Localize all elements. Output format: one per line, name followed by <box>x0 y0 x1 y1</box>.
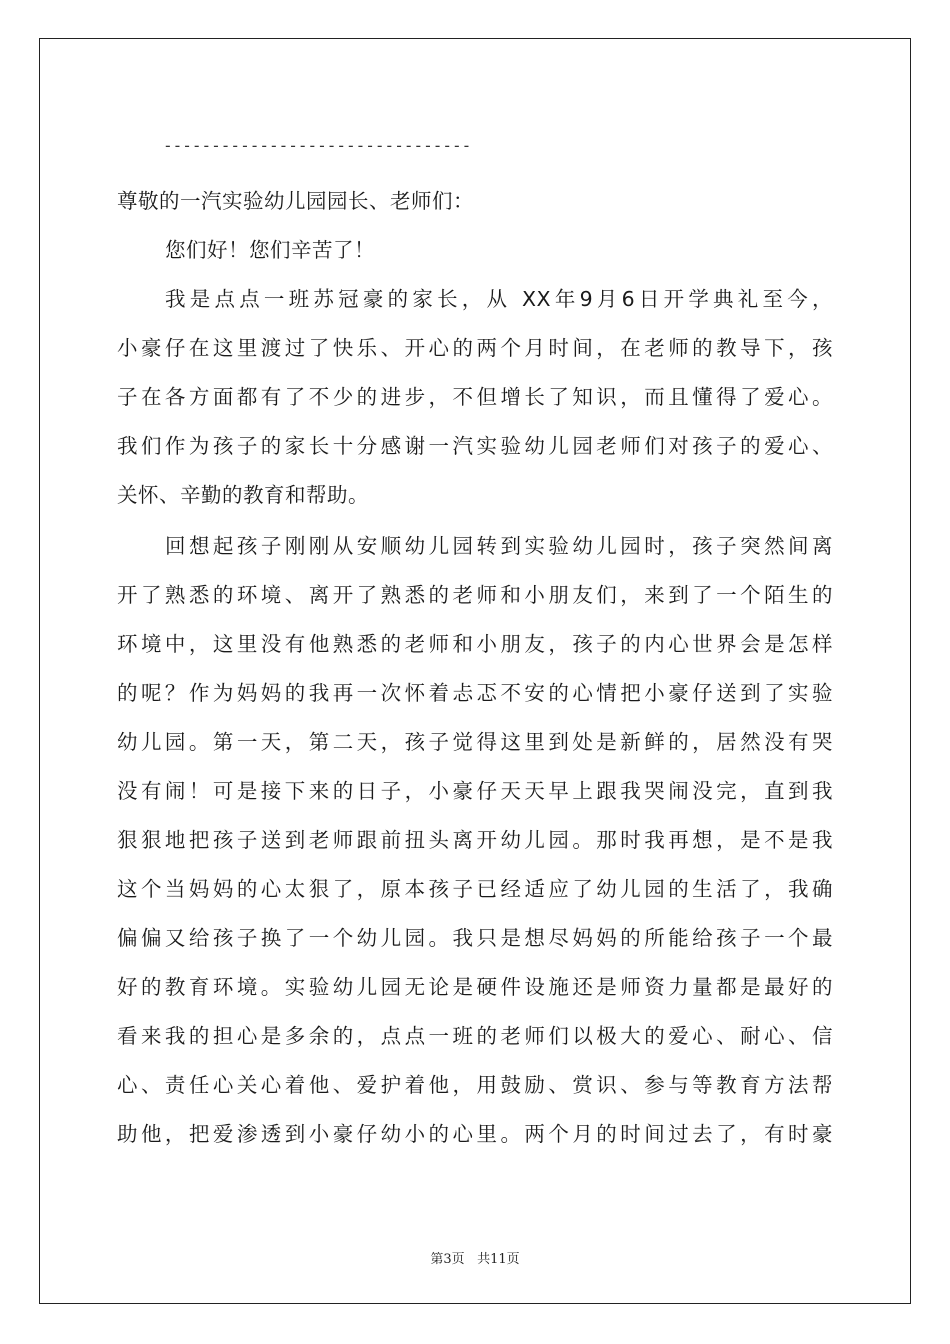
paragraph-line: 环境中，这里没有他熟悉的老师和小朋友，孩子的内心世界会是怎样 <box>117 632 833 656</box>
paragraph-line: 小豪仔在这里渡过了快乐、开心的两个月时间，在老师的教导下，孩 <box>117 336 833 360</box>
page-frame <box>39 38 911 1304</box>
paragraph-line: 这个当妈妈的心太狠了，原本孩子已经适应了幼儿园的生活了，我确 <box>117 877 833 901</box>
paragraph-line: 子在各方面都有了不少的进步，不但增长了知识，而且懂得了爱心。 <box>117 385 833 409</box>
paragraph-line: 看来我的担心是多余的，点点一班的老师们以极大的爱心、耐心、信 <box>117 1024 833 1048</box>
paragraph-line: 回想起孩子刚刚从安顺幼儿园转到实验幼儿园时，孩子突然间离 <box>165 534 833 558</box>
paragraph-line: 开了熟悉的环境、离开了熟悉的老师和小朋友们，来到了一个陌生的 <box>117 583 833 607</box>
paragraph-line: 好的教育环境。实验幼儿园无论是硬件设施还是师资力量都是最好的 <box>117 975 833 999</box>
top-separator-line: -------------------------------- <box>163 136 472 155</box>
salutation: 尊敬的一汽实验幼儿园园长、老师们： <box>117 189 474 213</box>
page-total: 共11页 <box>477 1252 520 1267</box>
paragraph-line: 狠狠地把孩子送到老师跟前扭头离开幼儿园。那时我再想，是不是我 <box>117 828 833 852</box>
paragraph-line: 助他，把爱渗透到小豪仔幼小的心里。两个月的时间过去了，有时豪 <box>117 1122 833 1146</box>
page-footer <box>0 1248 950 1267</box>
paragraph-line: 的呢？作为妈妈的我再一次怀着忐忑不安的心情把小豪仔送到了实验 <box>117 681 833 705</box>
paragraph-line: 心、责任心关心着他、爱护着他，用鼓励、赏识、参与等教育方法帮 <box>117 1073 833 1097</box>
paragraph-line: 没有闹！可是接下来的日子，小豪仔天天早上跟我哭闹没完，直到我 <box>117 779 833 803</box>
paragraph-line: 我们作为孩子的家长十分感谢一汽实验幼儿园老师们对孩子的爱心、 <box>117 434 833 458</box>
paragraph-line: 偏偏又给孩子换了一个幼儿园。我只是想尽妈妈的所能给孩子一个最 <box>117 926 833 950</box>
paragraph-line: 幼儿园。第一天，第二天，孩子觉得这里到处是新鲜的，居然没有哭 <box>117 730 833 754</box>
greeting-line: 您们好！您们辛苦了！ <box>165 238 375 262</box>
paragraph-line: 关怀、辛勤的教育和帮助。 <box>117 483 369 507</box>
page-number: 第3页 <box>430 1252 465 1267</box>
paragraph-line: 我是点点一班苏冠豪的家长，从 XX年9月6日开学典礼至今， <box>165 287 833 311</box>
